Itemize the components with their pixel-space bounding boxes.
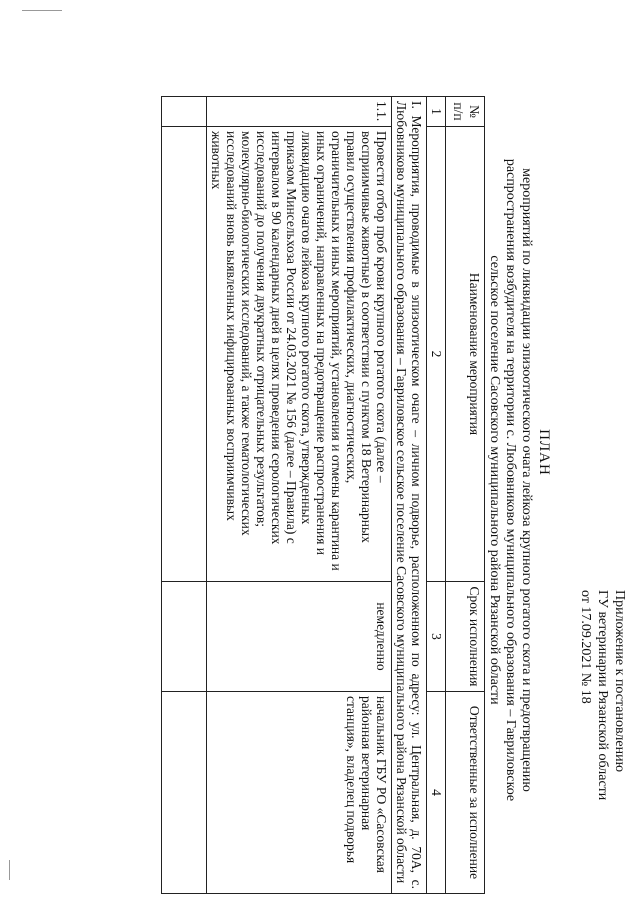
header-deadline: Срок исполнения xyxy=(446,582,485,692)
header-responsible: Ответственные за исполнение xyxy=(446,692,485,894)
table-row-continuation xyxy=(162,97,207,894)
row-deadline: немедленно xyxy=(207,582,392,692)
section-heading: I. Мероприятия, проводимые в эпизоотическом очаге – личном подворье, расположенном по адресу: ул. Центральная, д. 70А, с. Любовниково муниципального образования – Гавриловское сельское поселение Сасовского муниципального района Рязанской области xyxy=(392,97,427,894)
column-number-row xyxy=(427,97,446,894)
header-number: № п/п xyxy=(446,97,485,127)
header-measure: Наименование мероприятия xyxy=(446,127,485,582)
scan-edge-mark-top xyxy=(9,860,10,880)
appendix-note xyxy=(577,590,628,890)
row-number: 1.1. xyxy=(207,97,392,127)
scan-edge-mark xyxy=(22,10,62,25)
row-responsible: начальник ГБУ РО «Сасовская районная ветеринарная станция», владелец подворья xyxy=(207,692,392,894)
table-row xyxy=(207,97,392,894)
appendix-line-1: Приложение к постановлению xyxy=(612,590,627,773)
table-header-row xyxy=(446,97,485,894)
column-number: 1 xyxy=(427,97,446,127)
page-title: ПЛАН xyxy=(536,429,552,476)
column-number: 2 xyxy=(427,127,446,582)
row-measure: Провести отбор проб крови крупного рогатого скота (далее – восприимчивые животные) в соответствии с пунктом 18 Ветеринарных правил осуществления профилактических, диагностических, ограничительных и иных мероприятий, установления и отмены карантина и иных ограничений, направленных на предотвращение распространения и ликвидацию очагов лейкоза крупного рогатого скота, утвержденных приказом Минсельхоза России от 24.03.2021 № 156 (далее – Правила) с интервалом в 90 календарных дней в целях проведения серологических исследований до получения двукратных отрицательных результатов; молекулярно-биологических исследований, а также гематологических исследований вновь выявленных инфицированных восприимчивых животных xyxy=(207,127,392,582)
plan-table xyxy=(161,96,485,894)
section-row xyxy=(392,97,427,894)
empty-cell xyxy=(162,582,207,692)
appendix-line-3: от 17.09.2021 № 18 xyxy=(578,590,593,704)
column-number: 4 xyxy=(427,692,446,894)
empty-cell xyxy=(162,692,207,894)
empty-cell xyxy=(162,97,207,127)
page-subtitle: мероприятий по ликвидации эпизоотического очага лейкоза крупного рогатого скота и предотвращению распространения возбудителя на территории с. Любовниково муниципального образования – Гавриловское сельское поселение Сасовского муниципального района Рязанской области xyxy=(487,158,534,802)
empty-cell xyxy=(162,127,207,582)
column-number: 3 xyxy=(427,582,446,692)
appendix-line-2: ГУ ветеринарии Рязанской области xyxy=(595,590,610,801)
